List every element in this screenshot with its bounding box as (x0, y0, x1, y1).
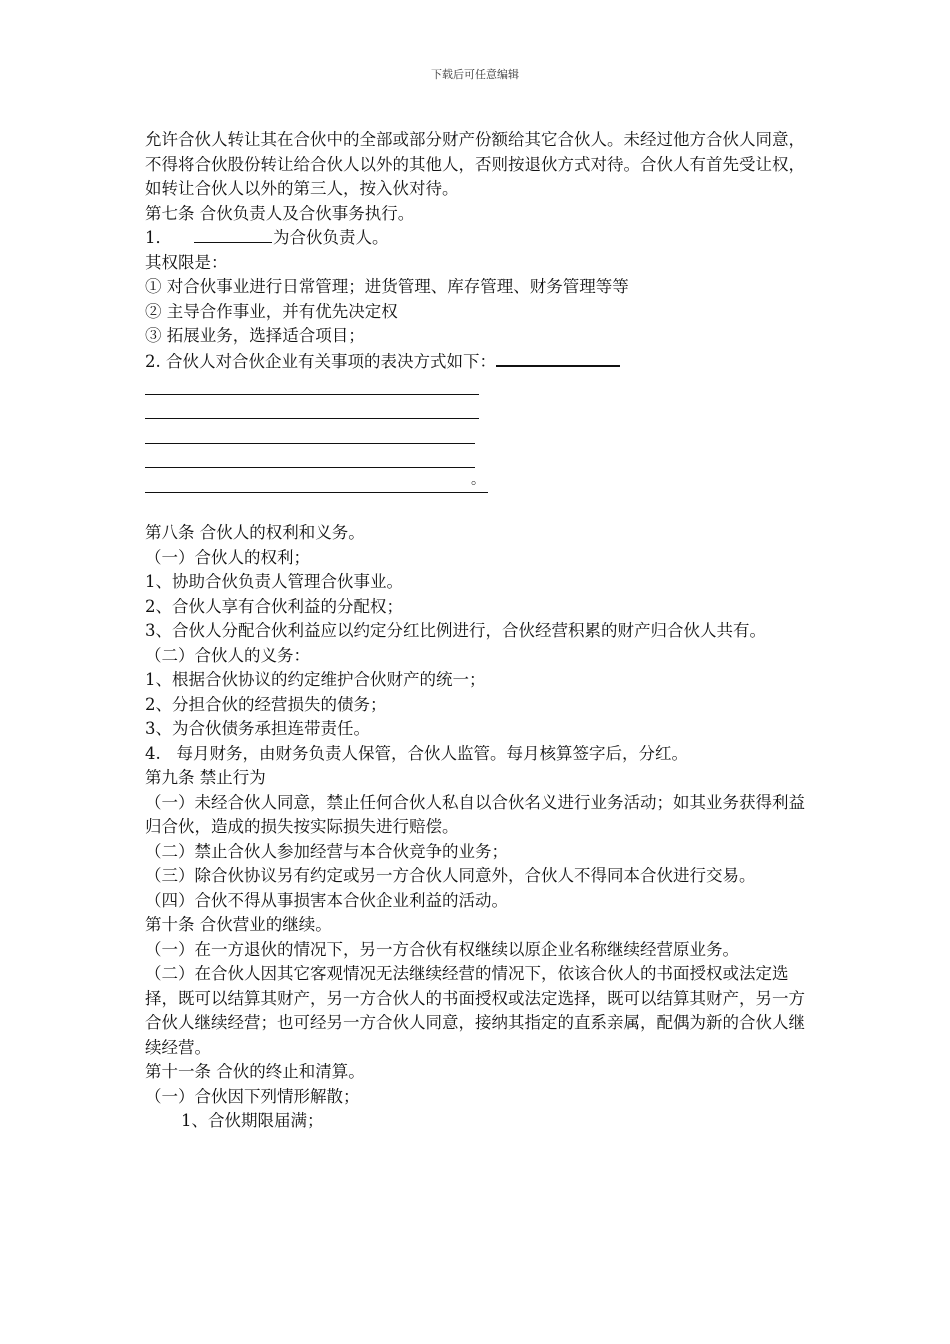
article-8-right-2: 2、合伙人享有合伙利益的分配权； (145, 596, 403, 616)
article-8-duty-2: 2、分担合伙的经营损失的债务； (145, 694, 387, 714)
blank-line-period: 。 (471, 472, 485, 488)
article-7-limit-3: ③ 拓展业务，选择适合项目； (145, 326, 365, 345)
article-7-limit-1: ① 对合伙事业进行日常管理；进货管理、库存管理、财务管理等等 (145, 277, 629, 296)
document-body (145, 128, 813, 1134)
article-11-title: 第十一条 合伙的终止和清算。 (145, 1062, 365, 1081)
article-8-right-3: 3、合伙人分配合伙利益应以约定分红比例进行，合伙经营积累的财产归合伙人共有。 (145, 621, 766, 640)
article-7-item-1-prefix: 1． (145, 228, 172, 247)
article-7-item-1-suffix: 为合伙负责人。 (273, 228, 389, 247)
article-9-title: 第九条 禁止行为 (145, 768, 266, 787)
article-9-item-3: （三）除合伙协议另有约定或另一方合伙人同意外，合伙人不得同本合伙进行交易。 (145, 866, 756, 885)
blank-line-1[interactable] (145, 374, 813, 399)
article-7-limit-2: ② 主导合作事业，并有优先决定权 (145, 301, 398, 321)
article-7-limits-label: 其权限是： (145, 252, 228, 272)
article-11-item-1-1: 1、合伙期限届满； (181, 1111, 324, 1130)
article-10-item-1: （一）在一方退伙的情况下，另一方合伙有权继续以原企业名称继续经营原业务。 (145, 939, 739, 959)
article-8-duty-4: 4. 每月财务，由财务负责人保管，合伙人监管。每月核算签字后，分红。 (145, 743, 688, 763)
spacer (145, 497, 813, 522)
article-11-item-1: （一）合伙因下列情形解散； (145, 1086, 360, 1106)
voting-method-blank[interactable] (496, 349, 620, 367)
article-9-item-1: （一）未经合伙人同意，禁止任何合伙人私自以合伙名义进行业务活动；如其业务获得利益归合伙，造成的损失按实际损失进行赔偿。 (145, 792, 805, 836)
blank-line-2[interactable] (145, 399, 813, 424)
article-9-item-4: （四）合伙不得从事损害本合伙企业利益的活动。 (145, 890, 508, 910)
article-7-item-2 (145, 349, 813, 375)
article-8-duties-heading: （二）合伙人的义务： (145, 645, 310, 665)
article-9-item-2: （二）禁止合伙人参加经营与本合伙竞争的业务； (145, 841, 508, 861)
article-10-title: 第十条 合伙营业的继续。 (145, 915, 332, 934)
article-8-duty-1: 1、根据合伙协议的约定维护合伙财产的统一； (145, 670, 486, 689)
page-header-note: 下载后可任意编辑 (431, 68, 519, 81)
article-7-title: 第七条 合伙负责人及合伙事务执行。 (145, 203, 415, 223)
article-8-duty-3: 3、为合伙债务承担连带责任。 (145, 719, 370, 738)
article-8-title: 第八条 合伙人的权利和义务。 (145, 523, 365, 542)
paragraph-transfer: 允许合伙人转让其在合伙中的全部或部分财产份额给其它合伙人。未经过他方合伙人同意，不得将合伙股份转让给合伙人以外的其他人，否则按退伙方式对待。合伙人有首先受让权，如转让合伙人以外的第三人，按入伙对待。 (145, 130, 805, 198)
article-8-right-1: 1、协助合伙负责人管理合伙事业。 (145, 572, 403, 591)
article-7-item-2-text: 2. 合伙人对合伙企业有关事项的表决方式如下： (145, 351, 496, 371)
article-8-rights-heading: （一）合伙人的权利； (145, 547, 310, 567)
article-7-item-1 (145, 226, 813, 251)
article-10-item-2: （二）在合伙人因其它客观情况无法继续经营的情况下，依该合伙人的书面授权或法定选择，既可以结算其财产，另一方合伙人的书面授权或法定选择，既可以结算其财产，另一方合伙人继续经营；也可经另一方合伙人同意，接纳其指定的直系亲属，配偶为新的合伙人继续经营。 (145, 964, 805, 1057)
responsible-person-blank[interactable] (194, 226, 272, 243)
blank-line-3[interactable] (145, 423, 813, 448)
blank-line-5[interactable] (145, 472, 813, 497)
